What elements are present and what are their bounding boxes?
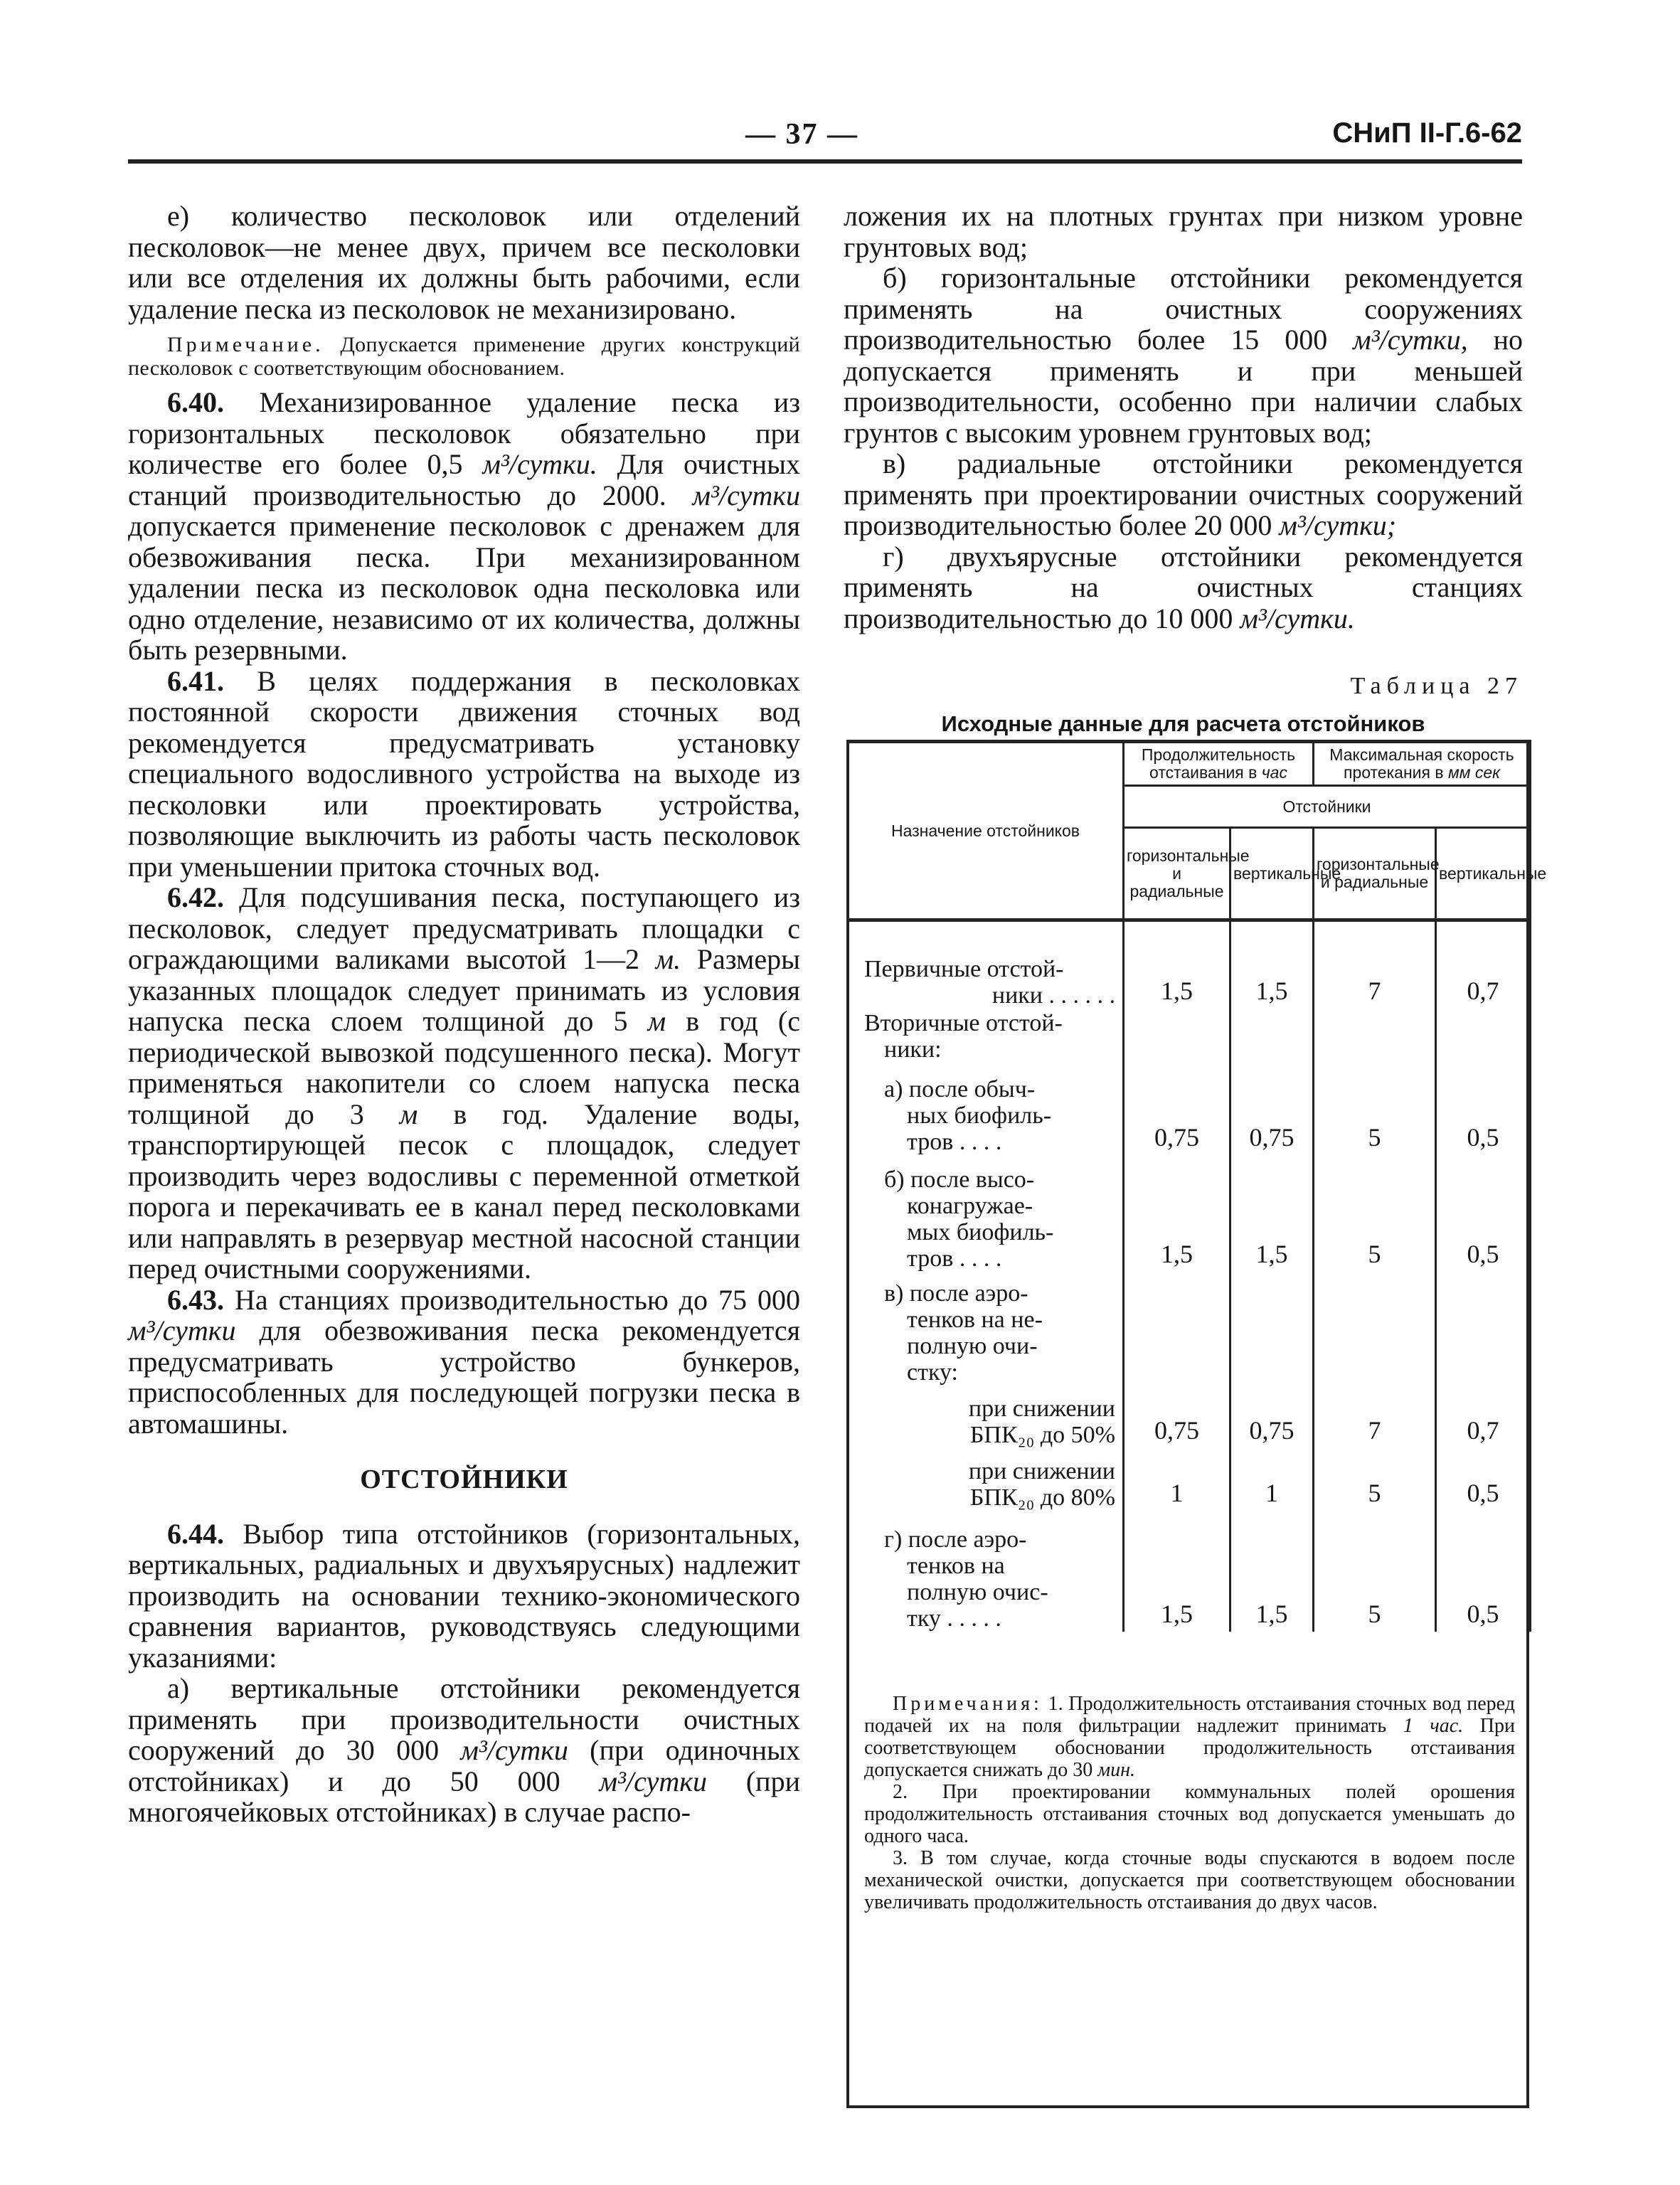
row-label-line: ники:	[884, 1036, 942, 1063]
row-label-line: в) после аэро-	[884, 1280, 1028, 1307]
text-run: В целях поддержания в песколовках постоянной скорости движения сточных вод рекомендуется предусматривать установку специального водосливного устройства на выходе из песколовки или проектировать устройства, позволяющие выключить из работы часть песколовок при уменьшении притока сточных вод.	[128, 664, 800, 883]
row-label-line: тенков на	[907, 1553, 1005, 1579]
table-note-1	[864, 1693, 1515, 1781]
paragraph-v	[844, 448, 1523, 541]
paragraph-6-40	[128, 387, 800, 666]
row-label-line: б) после высо-	[884, 1166, 1035, 1193]
unit: м	[647, 1005, 666, 1037]
header-rule	[128, 159, 1522, 164]
clause-number: 6.43.	[167, 1283, 224, 1316]
table-title: Исходные данные для расчета отстойников	[941, 711, 1425, 736]
text-run: г) двухъярусные отстойники рекомендуется применять на очистных станциях производительностью до 10 000	[844, 540, 1523, 634]
row-label-line: мых биофиль-	[907, 1219, 1054, 1245]
unit: м	[399, 1097, 418, 1130]
page-number: — 37 —	[745, 118, 858, 151]
text-run: в год (с периодической вывозкой подсушенного песка). Могут применяться накопители со слоем напуска песка толщиной до 3	[128, 1005, 800, 1130]
table-cell: 0,7	[1436, 1386, 1531, 1448]
row-label-line: БПК₂₀ до 80%	[969, 1484, 1115, 1511]
table-cell: 0,75	[1230, 1386, 1314, 1448]
text-run: Для очистных станций производительностью до 2000.	[128, 448, 800, 511]
text-run: (при одиночных отстойниках) и до 50 000	[128, 1734, 800, 1797]
unit: м³/сутки.	[1240, 602, 1355, 634]
table-cell: 5	[1314, 1063, 1436, 1155]
table-cell: 5	[1314, 1155, 1436, 1272]
paragraph-a-continued: ложения их на плотных грунтах при низком уровне грунтовых вод;	[844, 200, 1523, 263]
paragraph-e: е) количество песколовок или отделений песколовок—не менее двух, причем все песколовки или все отделения их должны быть рабочими, если удаление песка из песколовок не механизировано.	[128, 200, 800, 325]
table-cell: 1,5	[1124, 943, 1230, 1009]
text-run: Выбор типа отстойников (горизонтальных, вертикальных, радиальных и двухъярусных) надлежит производить на основании технико-экономического сравнения вариантов, руководствуясь следующими указаниями:	[128, 1517, 800, 1674]
unit: м³/сутки	[128, 1314, 236, 1346]
clause-number: 6.42.	[167, 881, 224, 913]
row-label-line: тенков на не-	[907, 1307, 1043, 1333]
row-label-line: Вторичные отстой-	[864, 1010, 1063, 1036]
row-label-line: полную очис-	[907, 1579, 1048, 1605]
row-label-line: БПК₂₀ до 50%	[969, 1422, 1115, 1448]
unit: м³/сутки	[692, 479, 800, 511]
unit: м³/сутки	[460, 1734, 568, 1766]
row-label-line: ных биофиль-	[907, 1102, 1052, 1129]
table-notes	[864, 1693, 1515, 1913]
paragraph-6-44	[128, 1519, 800, 1674]
text-run: б) горизонтальные отстойники рекомендуется применять на очистных сооружениях производительностью более 15 000	[844, 262, 1523, 356]
text-run: но допускается применять и при меньшей производительности, особенно при наличии слабых грунтов с высоким уровнем грунтовых вод;	[844, 324, 1524, 449]
table-cell: 7	[1314, 1386, 1436, 1448]
table-cell: 0,7	[1436, 943, 1531, 1009]
text-run: в год. Удаление воды, транспортирующей песок с площадок, следует производить через водосливы с переменной отметкой порога и перекачивать ее в канал перед песколовками или направлять в резервуар местной насосной станции перед очистными сооружениями.	[128, 1097, 801, 1285]
table-cell: 1	[1230, 1448, 1314, 1511]
text-run: Размеры указанных площадок следует принимать из условия напуска песка слоем толщиной до 5	[128, 943, 800, 1037]
table-cell: 1,5	[1230, 1155, 1314, 1272]
document-code: СНиП II-Г.6-62	[1332, 117, 1522, 149]
clause-number: 6.41.	[167, 664, 224, 697]
right-column	[844, 201, 1523, 634]
header-unit: час	[1261, 763, 1287, 782]
row-label-line: а) после обыч-	[884, 1076, 1036, 1102]
table-cell: 5	[1314, 1448, 1436, 1511]
clause-number: 6.44.	[167, 1517, 224, 1550]
text-run: (при многоячейковых отстойниках) в случае распо-	[128, 1765, 800, 1828]
text-run: допускается применение песколовок с дренажем для обезвоживания песка. При механизированном удалении песка из песколовок одна песколовка или одно отделение, независимо от их количества, должны быть резервными.	[128, 510, 800, 666]
table-cell: 1,5	[1230, 1511, 1314, 1632]
section-heading: ОТСТОЙНИКИ	[360, 1464, 568, 1494]
table-cell: 7	[1314, 943, 1436, 1009]
row-label-line: при снижении	[968, 1458, 1115, 1484]
table-cell: 0,5	[1436, 1155, 1531, 1272]
note-label: Примечание.	[167, 333, 324, 356]
table-cell: 1,5	[1124, 1155, 1230, 1272]
text-run: При соответствующем обосновании продолжительность отстаивания допускается снижать до 30	[864, 1715, 1515, 1781]
row-label-line: полную очи-	[907, 1333, 1038, 1359]
table-caption: Таблица 27	[1350, 673, 1523, 699]
header-horiz-radial: горизонтальные и радиальные	[1314, 828, 1436, 920]
table-note-2: 2. При проектировании коммунальных полей орошения продолжительность отстаивания сточных вод допускается уменьшать до одного часа.	[864, 1781, 1515, 1847]
note-text: Допускается применение других конструкций песколовок с соответствующим обоснованием.	[128, 333, 800, 380]
text-run: Для подсушивания песка, поступающего из песколовок, следует предусматривать площадки с ограждающими валиками высотой 1—2	[128, 881, 800, 975]
row-label-line: тку . . . . .	[907, 1605, 1001, 1632]
table-note-3: 3. В том случае, когда сточные воды спускаются в водоем после механической очистки, допускается при соответствующем обосновании увеличивать продолжительность отстаивания до двух часов.	[864, 1847, 1515, 1913]
table-cell: 0,5	[1436, 1448, 1531, 1511]
header-text: Продолжительность отстаивания в	[1141, 745, 1296, 782]
row-label-line: ники . . . . . .	[991, 982, 1115, 1009]
unit: 1 час.	[1403, 1715, 1464, 1737]
unit: м³/сутки.	[482, 448, 597, 480]
text-run: а) вертикальные отстойники рекомендуется применять при производительности очистных сооружений до 30 000	[128, 1672, 800, 1766]
paragraph-6-42	[128, 882, 800, 1285]
paragraph-a	[128, 1673, 800, 1828]
paragraph-g	[844, 541, 1523, 634]
text-run: для обезвоживания песка рекомендуется предусматривать устройство бункеров, приспособленных для последующей погрузки песка в автомашины.	[128, 1314, 800, 1440]
header-purpose: Назначение отстойников	[848, 742, 1124, 920]
header-horiz-radial: горизонтальные и радиальные	[1124, 828, 1230, 920]
unit: м³/сутки	[599, 1765, 707, 1797]
row-label-line: г) после аэро-	[884, 1526, 1027, 1553]
table-cell: 5	[1314, 1511, 1436, 1632]
table-cell: 1,5	[1124, 1511, 1230, 1632]
table-cell: 0,5	[1436, 1511, 1531, 1632]
unit: м.	[655, 943, 681, 975]
text-run: Механизированное удаление песка из горизонтальных песколовок обязательно при количестве его более 0,5	[128, 386, 800, 480]
table-cell: 0,75	[1124, 1386, 1230, 1448]
header-vertical: вертикальные	[1436, 828, 1531, 920]
table-cell: 0,75	[1230, 1063, 1314, 1155]
text-run: На станциях производительностью до 75 000	[224, 1283, 800, 1316]
paragraph-b	[844, 262, 1523, 448]
row-label-line: тров . . . .	[907, 1129, 1002, 1155]
unit: мин.	[1097, 1759, 1136, 1781]
unit: м³/сутки;	[1279, 509, 1397, 541]
header-vertical: вертикальные	[1230, 828, 1314, 920]
row-label-line: тров . . . .	[907, 1245, 1002, 1272]
table-cell: 1,5	[1230, 943, 1314, 1009]
paragraph-6-41	[128, 666, 800, 883]
table-cell: 0,75	[1124, 1063, 1230, 1155]
unit: м³/сутки,	[1353, 324, 1468, 356]
page-header	[128, 117, 1522, 159]
row-label-line: Первичные отстой-	[864, 956, 1064, 982]
text-run: 1. Продолжительность отстаивания сточных вод перед подачей их на поля фильтрации надлежит принимать	[864, 1693, 1515, 1737]
header-unit: мм сек	[1447, 763, 1501, 782]
note-sand-traps	[128, 333, 800, 380]
left-column	[128, 201, 800, 1828]
notes-label: Примечания:	[893, 1693, 1043, 1715]
paragraph-6-43	[128, 1285, 800, 1440]
table-cell: 0,5	[1436, 1063, 1531, 1155]
row-label-line: при снижении	[968, 1395, 1115, 1422]
table-cell: 1	[1124, 1448, 1230, 1511]
row-label-line: стку:	[907, 1359, 958, 1386]
clause-number: 6.40.	[167, 386, 224, 418]
text-run: в) радиальные отстойники рекомендуется применять при проектировании очистных сооружений производительностью более 20 000	[844, 447, 1523, 541]
header-settlers: Отстойники	[1124, 786, 1531, 828]
header-text: Максимальная скорость протекания в	[1329, 745, 1514, 782]
row-label-line: конагружае-	[907, 1193, 1033, 1219]
